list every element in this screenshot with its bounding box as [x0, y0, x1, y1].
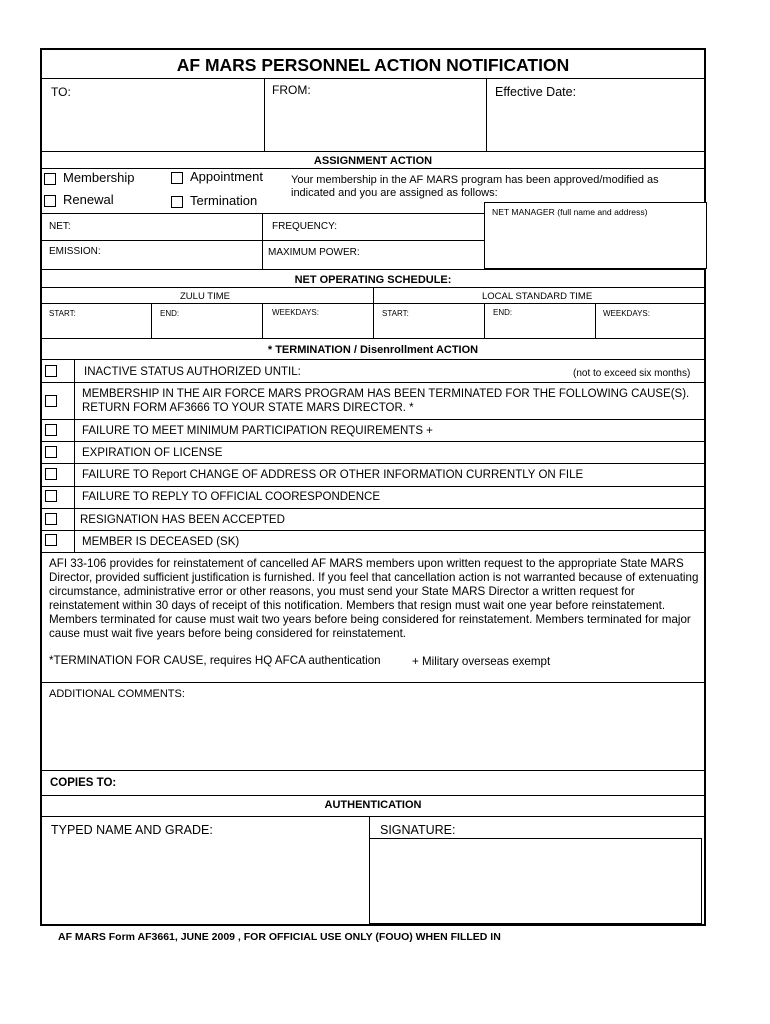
- divider: [595, 303, 596, 338]
- zulu-time-label: ZULU TIME: [180, 291, 230, 302]
- termination-checkbox[interactable]: [171, 196, 183, 208]
- local-start-label: START:: [382, 309, 409, 318]
- divider: [41, 269, 705, 270]
- schedule-heading: NET OPERATING SCHEDULE:: [294, 274, 452, 286]
- reason-deceased: MEMBER IS DECEASED (SK): [82, 536, 240, 548]
- assignment-heading: ASSIGNMENT ACTION: [313, 155, 433, 167]
- renewal-checkbox[interactable]: [44, 195, 56, 207]
- divider: [484, 303, 485, 338]
- membership-label: Membership: [63, 170, 135, 185]
- divider: [41, 770, 705, 771]
- divider: [41, 530, 705, 531]
- divider: [151, 303, 152, 338]
- reason-reply: FAILURE TO REPLY TO OFFICIAL COORESPONDENCE: [82, 491, 381, 503]
- divider: [262, 303, 263, 338]
- reply-checkbox[interactable]: [45, 490, 57, 502]
- local-time-label: LOCAL STANDARD TIME: [482, 291, 593, 302]
- net-manager-label: NET MANAGER (full name and address): [492, 207, 648, 217]
- emission-label: EMISSION:: [49, 246, 101, 257]
- divider: [41, 151, 705, 152]
- divider: [41, 359, 705, 360]
- renewal-label: Renewal: [63, 192, 114, 207]
- participation-checkbox[interactable]: [45, 424, 57, 436]
- inactive-status-label: INACTIVE STATUS AUTHORIZED UNTIL:: [84, 366, 301, 378]
- reason-license: EXPIRATION OF LICENSE: [82, 447, 223, 459]
- inactive-note: (not to exceed six months): [573, 368, 691, 379]
- assignment-message-line2: indicated and you are assigned as follows:: [291, 187, 498, 199]
- to-label: TO:: [51, 85, 71, 99]
- divider: [41, 508, 705, 509]
- signature-box[interactable]: [369, 838, 702, 924]
- reason-resignation: RESIGNATION HAS BEEN ACCEPTED: [80, 514, 285, 526]
- copies-to-label: COPIES TO:: [50, 777, 117, 789]
- frequency-label: FREQUENCY:: [272, 221, 338, 232]
- appointment-checkbox[interactable]: [171, 172, 183, 184]
- divider: [41, 441, 705, 442]
- divider: [41, 168, 705, 169]
- divider: [373, 287, 374, 303]
- form-footer: AF MARS Form AF3661, JUNE 2009 , FOR OFFICIAL USE ONLY (FOUO) WHEN FILLED IN: [58, 931, 501, 943]
- military-exempt-note: + Military overseas exempt: [412, 655, 551, 668]
- membership-checkbox[interactable]: [44, 173, 56, 185]
- zulu-end-label: END:: [160, 309, 180, 318]
- divider: [262, 213, 263, 269]
- divider: [41, 78, 705, 79]
- zulu-weekdays-label: WEEKDAYS:: [272, 308, 319, 317]
- deceased-checkbox[interactable]: [45, 534, 57, 546]
- max-power-label: MAXIMUM POWER:: [268, 247, 360, 258]
- reason-address: FAILURE TO Report CHANGE OF ADDRESS OR OTHER INFORMATION CURRENTLY ON FILE: [82, 469, 584, 481]
- divider: [41, 463, 705, 464]
- divider: [41, 682, 705, 683]
- terminated-line2: RETURN FORM AF3666 TO YOUR STATE MARS DIRECTOR. *: [82, 402, 414, 414]
- additional-comments-label: ADDITIONAL COMMENTS:: [49, 688, 185, 700]
- termination-heading: * TERMINATION / Disenrollment ACTION: [267, 344, 479, 356]
- divider: [486, 78, 487, 151]
- termination-label: Termination: [190, 193, 258, 208]
- typed-name-label: TYPED NAME AND GRADE:: [51, 823, 213, 837]
- form-title: AF MARS PERSONNEL ACTION NOTIFICATION: [176, 55, 570, 75]
- divider: [264, 78, 265, 151]
- divider: [41, 816, 705, 817]
- terminated-checkbox[interactable]: [45, 395, 57, 407]
- divider: [41, 486, 705, 487]
- local-end-label: END:: [493, 308, 513, 317]
- address-checkbox[interactable]: [45, 468, 57, 480]
- inactive-checkbox[interactable]: [45, 365, 57, 377]
- divider: [41, 795, 705, 796]
- authentication-heading: AUTHENTICATION: [324, 799, 422, 811]
- license-checkbox[interactable]: [45, 446, 57, 458]
- divider: [41, 552, 705, 553]
- net-label: NET:: [49, 221, 71, 232]
- terminated-line1: MEMBERSHIP IN THE AIR FORCE MARS PROGRAM HAS BEEN TERMINATED FOR THE FOLLOWING CAUSE(S).: [82, 388, 690, 400]
- resignation-checkbox[interactable]: [45, 513, 57, 525]
- divider: [41, 382, 705, 383]
- zulu-start-label: START:: [49, 309, 76, 318]
- additional-comments-field[interactable]: [42, 702, 704, 770]
- divider: [74, 359, 75, 552]
- divider: [41, 240, 484, 241]
- reinstatement-paragraph: AFI 33-106 provides for reinstatement of cancelled AF MARS members upon written request to the appropriate State MARS Director, provided sufficient justification is furnished. If you feel that cancellation action is not warranted because of extenuating circumstance, administrative error or other reasons, you must send your State MARS Director a written request for reinstatement within 30 days of receipt of this notification. Members that resign must wait one year before reinstatement. Members terminated for cause must wait two years before being considered for reinstatement. Members terminated for major cause must wait five years before being considered for reinstatement.: [49, 557, 699, 640]
- divider: [41, 419, 705, 420]
- effective-date-label: Effective Date:: [495, 85, 577, 99]
- divider: [373, 303, 374, 338]
- local-weekdays-label: WEEKDAYS:: [603, 309, 650, 318]
- termination-cause-note: *TERMINATION FOR CAUSE, requires HQ AFCA authentication: [49, 654, 381, 667]
- from-label: FROM:: [272, 83, 311, 97]
- reason-participation: FAILURE TO MEET MINIMUM PARTICIPATION REQUIREMENTS +: [82, 425, 433, 437]
- divider: [41, 338, 705, 339]
- signature-label: SIGNATURE:: [380, 823, 456, 837]
- assignment-message-line1: Your membership in the AF MARS program has been approved/modified as: [291, 174, 659, 186]
- appointment-label: Appointment: [190, 169, 263, 184]
